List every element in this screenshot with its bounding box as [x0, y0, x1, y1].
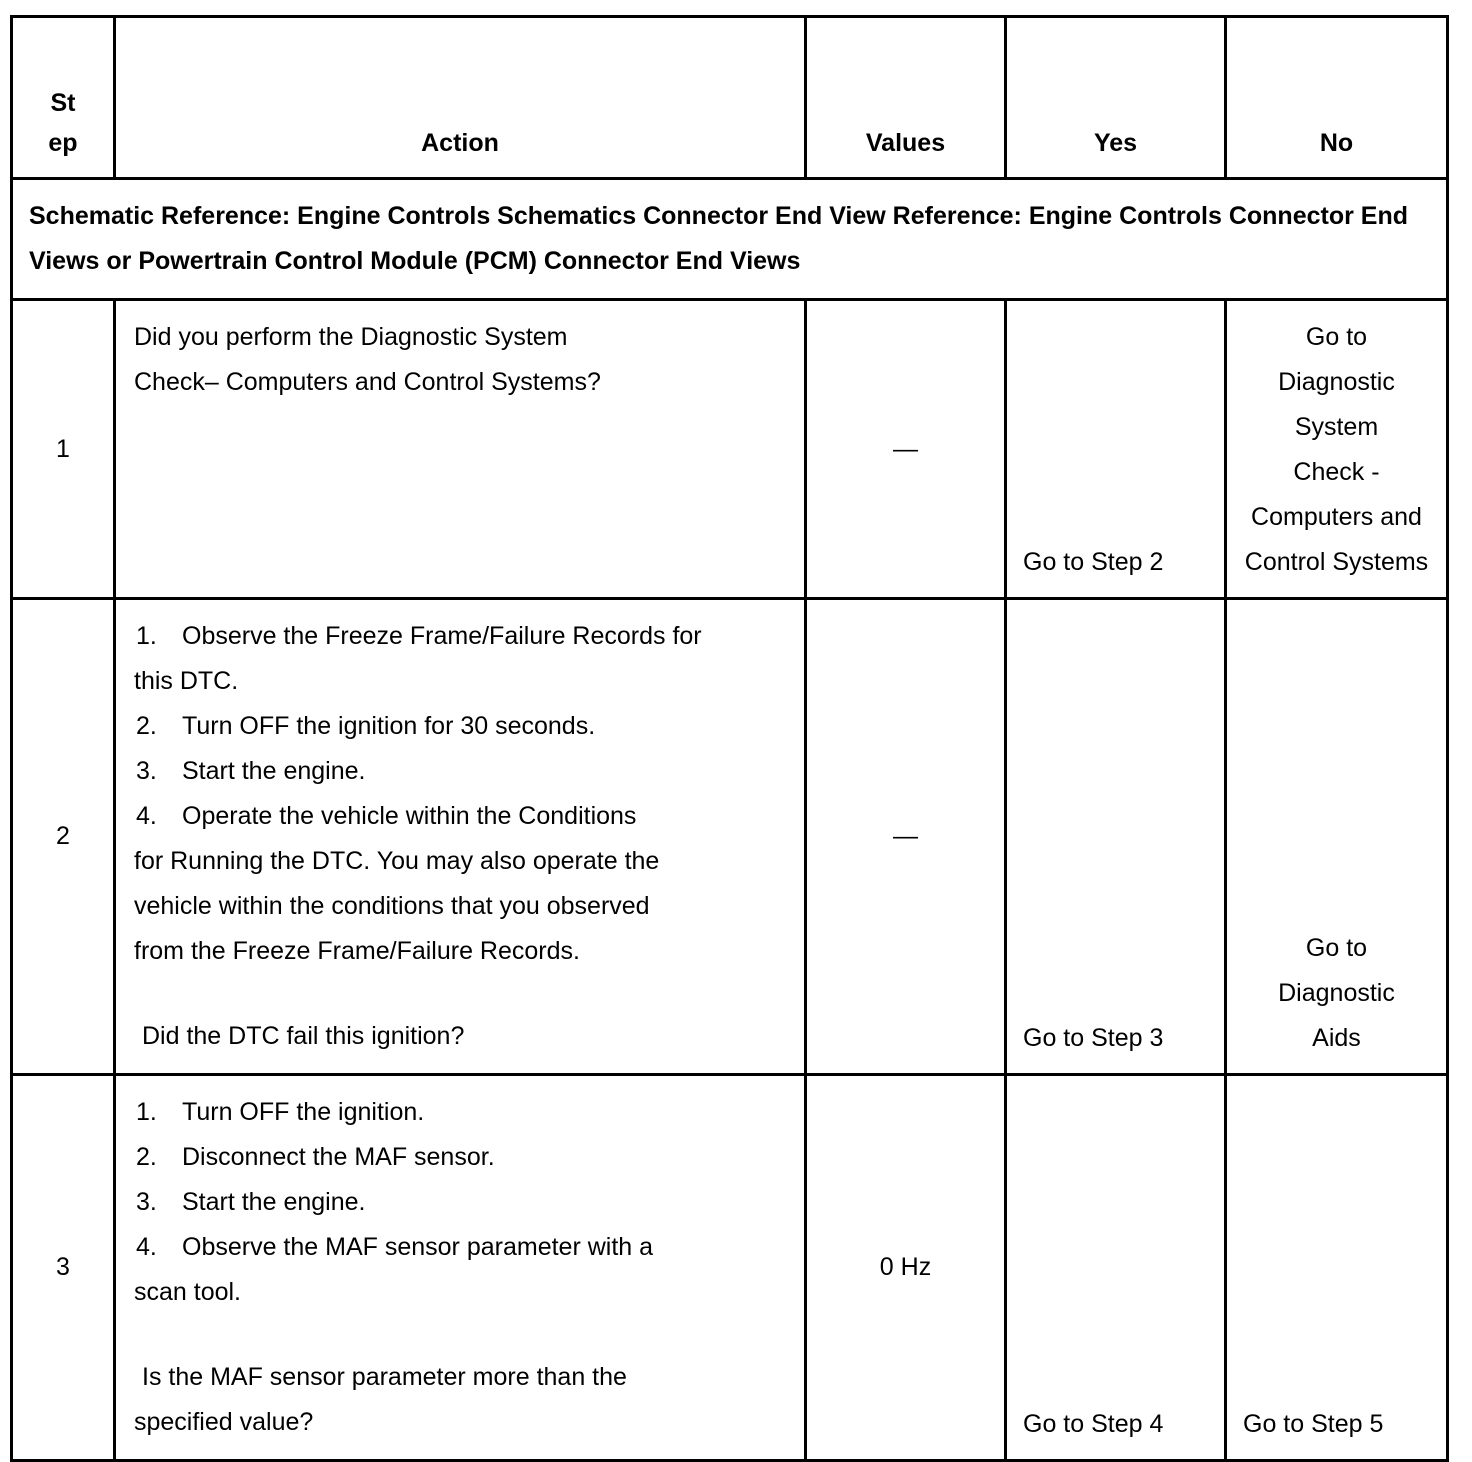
- action-line: scan tool.: [134, 1278, 242, 1306]
- table-row: [12, 599, 1448, 1075]
- diagnostic-table: [10, 15, 1449, 1462]
- no-line: Control Systems: [1244, 548, 1429, 576]
- action-question: Is the MAF sensor parameter more than the: [142, 1363, 627, 1391]
- action-line: Did you perform the Diagnostic System: [134, 323, 568, 351]
- action-cell: [115, 599, 806, 1075]
- action-item: 1. Turn OFF the ignition.: [136, 1098, 425, 1126]
- action-item: 3. Start the engine.: [136, 757, 366, 785]
- yes-cell: Go to Step 3: [1006, 599, 1226, 1075]
- action-line: specified value?: [134, 1408, 314, 1436]
- header-no: No: [1226, 17, 1448, 179]
- value-cell: —: [806, 300, 1006, 599]
- action-item: 1. Observe the Freeze Frame/Failure Records for: [136, 622, 702, 650]
- header-step: St ep: [12, 17, 115, 179]
- header-action: Action: [115, 17, 806, 179]
- action-line: Check– Computers and Control Systems?: [134, 368, 601, 396]
- header-values: Values: [806, 17, 1006, 179]
- step-number: 2: [12, 599, 115, 1075]
- no-line: Diagnostic: [1278, 979, 1395, 1007]
- step-number: 1: [12, 300, 115, 599]
- no-cell: [1226, 599, 1448, 1075]
- yes-cell: Go to Step 4: [1006, 1075, 1226, 1461]
- no-line: Computers and: [1251, 503, 1422, 531]
- action-item: 4. Observe the MAF sensor parameter with a: [136, 1233, 654, 1261]
- action-cell: [115, 1075, 806, 1461]
- step-number: 3: [12, 1075, 115, 1461]
- no-line: Aids: [1312, 1024, 1361, 1052]
- no-line: System: [1294, 413, 1379, 441]
- action-cell: [115, 300, 806, 599]
- no-cell: [1226, 300, 1448, 599]
- action-item: 2. Disconnect the MAF sensor.: [136, 1143, 495, 1171]
- yes-cell: Go to Step 2: [1006, 300, 1226, 599]
- action-line: from the Freeze Frame/Failure Records.: [134, 937, 580, 965]
- no-line: Diagnostic: [1278, 368, 1395, 396]
- action-line: vehicle within the conditions that you observed: [134, 892, 650, 920]
- action-line: this DTC.: [134, 667, 239, 695]
- table-row: [12, 300, 1448, 599]
- action-line: for Running the DTC. You may also operate the: [134, 847, 660, 875]
- value-cell: 0 Hz: [806, 1075, 1006, 1461]
- header-row: [12, 17, 1448, 179]
- no-line: Go to: [1305, 934, 1368, 962]
- value-cell: —: [806, 599, 1006, 1075]
- action-item: 2. Turn OFF the ignition for 30 seconds.: [136, 712, 596, 740]
- action-item: 3. Start the engine.: [136, 1188, 366, 1216]
- reference-row: [12, 179, 1448, 300]
- no-line: Go to Step 5: [1243, 1410, 1384, 1438]
- header-yes: Yes: [1006, 17, 1226, 179]
- action-item: 4. Operate the vehicle within the Conditions: [136, 802, 637, 830]
- no-cell: [1226, 1075, 1448, 1461]
- no-line: Check -: [1293, 458, 1380, 486]
- action-question: Did the DTC fail this ignition?: [142, 1022, 465, 1050]
- no-line: Go to: [1305, 323, 1368, 351]
- table-row: [12, 1075, 1448, 1461]
- reference-text: Schematic Reference: Engine Controls Schematics Connector End View Reference: Engine Controls Connector End Views or Powertrain Control Module (PCM) Connector End Views: [12, 179, 1448, 300]
